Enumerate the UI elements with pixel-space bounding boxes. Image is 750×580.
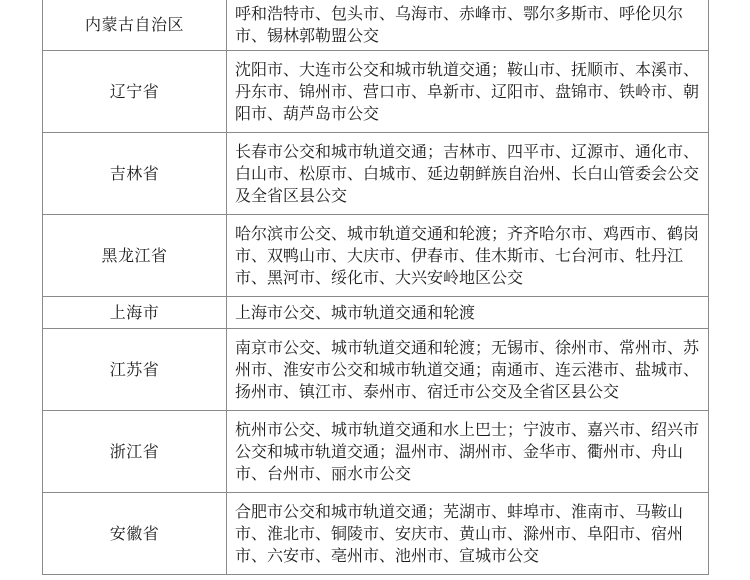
cities-text: 上海市公交、城市轨道交通和轮渡 <box>235 302 476 322</box>
transit-region-table <box>42 0 709 575</box>
region-cell: 黑龙江省 <box>43 215 227 297</box>
cities-text: 呼和浩特市、包头市、乌海市、赤峰市、鄂尔多斯市、呼伦贝尔市、锡林郭勒盟公交 <box>235 3 684 45</box>
cities-text: 沈阳市、大连市公交和城市轨道交通；鞍山市、抚顺市、本溪市、丹东市、锦州市、营口市、阜新市、辽阳市、盘锦市、铁岭市、朝阳市、葫芦岛市公交 <box>235 59 700 123</box>
cities-cell <box>227 329 709 411</box>
region-cell: 浙江省 <box>43 411 227 493</box>
region-cell: 江苏省 <box>43 329 227 411</box>
table-row <box>43 215 709 297</box>
cities-cell <box>227 493 709 575</box>
region-cell: 辽宁省 <box>43 51 227 133</box>
region-cell: 上海市 <box>43 297 227 329</box>
cities-cell <box>227 51 709 133</box>
cities-text: 哈尔滨市公交、城市轨道交通和轮渡；齐齐哈尔市、鸡西市、鹤岗市、双鸭山市、大庆市、伊春市、佳木斯市、七台河市、牡丹江市、黑河市、绥化市、大兴安岭地区公交 <box>235 223 700 287</box>
cities-cell <box>227 133 709 215</box>
table-row <box>43 133 709 215</box>
table-row <box>43 0 709 51</box>
table-row <box>43 411 709 493</box>
cities-cell <box>227 411 709 493</box>
table-row <box>43 51 709 133</box>
cities-text: 合肥市公交和城市轨道交通；芜湖市、蚌埠市、淮南市、马鞍山市、淮北市、铜陵市、安庆市、黄山市、滁州市、阜阳市、宿州市、六安市、亳州市、池州市、宣城市公交 <box>235 501 684 565</box>
cities-text: 南京市公交、城市轨道交通和轮渡；无锡市、徐州市、常州市、苏州市、淮安市公交和城市轨道交通；南通市、连云港市、盐城市、扬州市、镇江市、泰州市、宿迁市公交及全省区县公交 <box>235 337 700 401</box>
region-cell: 内蒙古自治区 <box>43 0 227 51</box>
cities-cell <box>227 297 709 329</box>
cities-cell <box>227 0 709 51</box>
cities-text: 杭州市公交、城市轨道交通和水上巴士；宁波市、嘉兴市、绍兴市公交和城市轨道交通；温州市、湖州市、金华市、衢州市、舟山市、台州市、丽水市公交 <box>235 419 700 483</box>
transit-region-table-container <box>42 0 709 575</box>
region-cell: 吉林省 <box>43 133 227 215</box>
cities-cell <box>227 215 709 297</box>
table-row <box>43 329 709 411</box>
table-row <box>43 493 709 575</box>
region-cell: 安徽省 <box>43 493 227 575</box>
cities-text: 长春市公交和城市轨道交通；吉林市、四平市、辽源市、通化市、白山市、松原市、白城市、延边朝鲜族自治州、长白山管委会公交及全省区县公交 <box>235 141 700 205</box>
table-row <box>43 297 709 329</box>
